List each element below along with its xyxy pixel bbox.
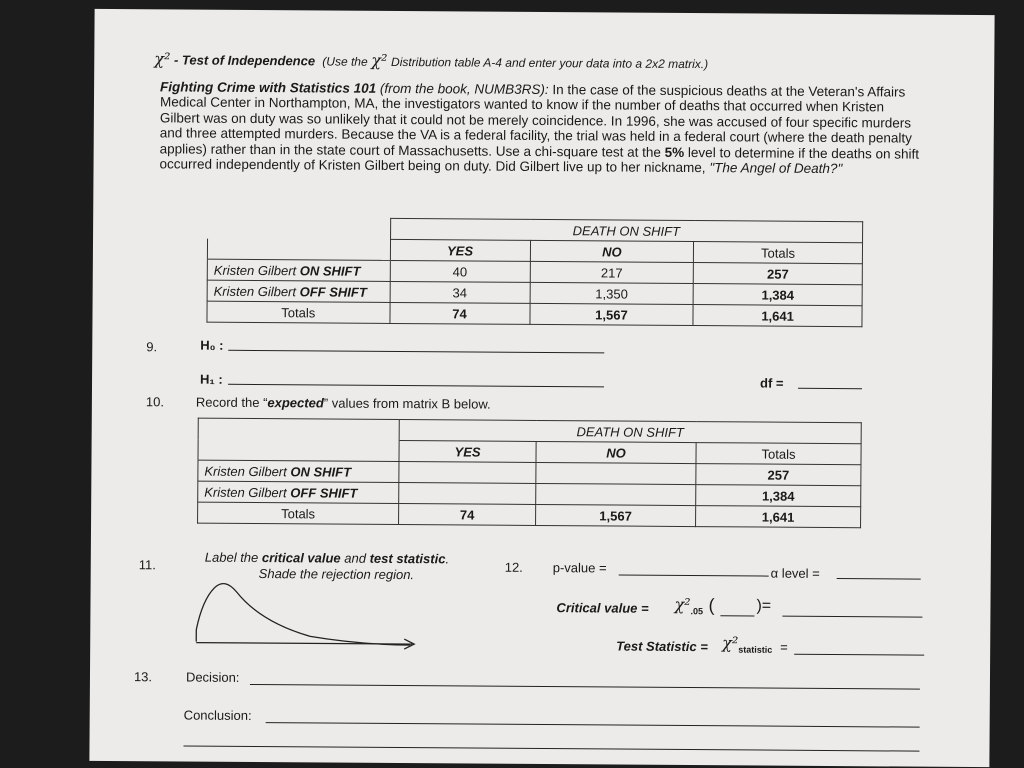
cell: 257 — [693, 263, 862, 285]
row-label: Kristen Gilbert — [204, 463, 291, 479]
open-paren: ( — [708, 595, 715, 616]
problem-statement — [160, 79, 921, 177]
curve-path — [196, 583, 410, 645]
expected-table — [197, 418, 862, 529]
chi-symbol: χ² — [674, 594, 691, 615]
pvalue-label: p-value = — [552, 560, 607, 576]
alpha-label: α level = — [770, 565, 820, 581]
pvalue-answer-line[interactable] — [619, 575, 769, 577]
nickname: "The Angel of Death?" — [709, 160, 843, 177]
q10-text-bold: expected — [267, 395, 324, 411]
row-label-bold: OFF SHIFT — [290, 484, 358, 501]
q13-number: 13. — [133, 669, 153, 685]
problem-body: In the case of the suspicious deaths at the Veteran's Affairs Medical Center in Northampton, MA, the investigators wanted to know if the number of deaths that occurred when Kristen Gilbert was on duty was so unlikely that it could not be merely coincidence. In 1996, she was accused of four specific murders and three attempted murders. Because the VA is a federal facility, the trial was held in a federal court (where the death penalty applies) rather than in the state court of Massachusetts. Use a chi-square test at the — [159, 82, 912, 160]
col-yes: YES — [399, 441, 536, 463]
test-chi-symbol — [722, 633, 772, 655]
decision-answer-line[interactable] — [250, 684, 920, 690]
chi-symbol: χ² — [722, 633, 739, 653]
chi-square-curve-sketch[interactable] — [190, 570, 421, 652]
cell: 257 — [696, 464, 861, 486]
col-yes: YES — [390, 239, 530, 261]
decision-label: Decision: — [185, 669, 240, 685]
q10-number: 10. — [145, 394, 165, 410]
critical-chi-symbol — [674, 595, 703, 616]
row-label-bold: ON SHIFT — [290, 463, 352, 480]
test-equals: = — [780, 639, 788, 655]
h1-label: H₁ : — [200, 371, 223, 387]
title-note-prefix: (Use the — [322, 54, 368, 69]
conclusion-answer-line[interactable] — [266, 722, 920, 728]
problem-body-2: level to determine if the deaths on shift occurred independently of Kristen Gilbert being on duty. Did Gilbert live up to her nickname, — [159, 144, 920, 176]
expected-cell[interactable] — [399, 483, 536, 505]
cell: 1,384 — [693, 284, 862, 306]
chi-square-symbol-2: χ² — [371, 50, 388, 70]
df-label: df = — [759, 375, 784, 391]
col-no: NO — [536, 441, 696, 463]
table-row — [207, 301, 862, 327]
title-note-suffix: Distribution table A-4 and enter your data into a 2x2 matrix.) — [391, 54, 709, 72]
test-statistic-answer-line[interactable] — [794, 654, 924, 656]
worksheet-title — [154, 49, 708, 72]
critical-value-label: Critical value = — [556, 600, 649, 616]
h0-label: H₀ : — [200, 337, 224, 353]
group-header: DEATH ON SHIFT — [399, 420, 861, 444]
cell: 1,350 — [530, 282, 694, 304]
col-totals: Totals — [694, 242, 863, 264]
row-label: Totals — [198, 502, 399, 524]
q10-text — [196, 395, 491, 412]
cell: 1,567 — [536, 504, 696, 526]
row-label: Kristen Gilbert — [213, 283, 300, 299]
q11-text-mid: and — [340, 550, 370, 566]
observed-table — [206, 217, 863, 328]
alpha-answer-line[interactable] — [837, 578, 921, 580]
chi-square-symbol: χ² — [154, 49, 171, 69]
cell: 1,567 — [530, 303, 694, 325]
row-label: Kristen Gilbert — [213, 262, 300, 278]
cell: 34 — [390, 281, 530, 303]
col-totals: Totals — [696, 443, 861, 465]
q11-number: 11. — [138, 557, 156, 573]
q11-text-b1: critical value — [261, 550, 341, 566]
df-answer-line[interactable] — [798, 388, 862, 389]
problem-lead: Fighting Crime with Statistics 101 — [160, 79, 377, 96]
conclusion-label: Conclusion: — [183, 707, 252, 723]
critical-answer-line[interactable] — [782, 616, 922, 618]
worksheet-page — [89, 9, 994, 767]
problem-source: (from the book, NUMB3RS): — [379, 80, 549, 98]
q10-text-pre: Record the “ — [195, 394, 268, 411]
close-paren-equals: )= — [756, 597, 772, 615]
significance-level: 5% — [664, 144, 685, 160]
group-header: DEATH ON SHIFT — [390, 218, 863, 242]
q11-instruction-1 — [205, 550, 449, 567]
q11-instruction-2: Shade the rejection region. — [258, 566, 415, 583]
table-row — [198, 502, 861, 528]
q12-number: 12. — [504, 559, 523, 575]
h0-answer-line[interactable] — [228, 350, 604, 354]
expected-cell[interactable] — [536, 483, 696, 505]
expected-cell[interactable] — [399, 462, 536, 484]
row-label-bold: OFF SHIFT — [299, 283, 367, 300]
cell: 74 — [389, 302, 529, 324]
test-subscript: statistic — [738, 644, 773, 655]
cell: 1,641 — [696, 506, 861, 528]
cell: 74 — [399, 504, 536, 526]
cell: 1,384 — [696, 485, 861, 507]
q11-text: Label the — [204, 549, 262, 566]
q10-text-post: ” values from matrix B below. — [323, 395, 491, 412]
q9-number: 9. — [146, 339, 158, 355]
row-label: Kristen Gilbert — [204, 484, 291, 500]
conclusion-answer-line-2[interactable] — [183, 746, 919, 752]
x-axis-line — [196, 643, 412, 645]
critical-df-line[interactable] — [720, 615, 754, 616]
cell: 1,641 — [693, 305, 862, 327]
col-no: NO — [530, 240, 694, 262]
expected-cell[interactable] — [536, 462, 696, 484]
cell: 40 — [390, 260, 530, 282]
q11-text-end: . — [445, 551, 450, 567]
h1-answer-line[interactable] — [228, 384, 604, 388]
critical-subscript: .05 — [690, 606, 704, 617]
q11-text-b2: test statistic — [369, 550, 446, 567]
cell: 217 — [530, 261, 694, 283]
title-text: - Test of Independence — [173, 52, 316, 69]
row-label: Totals — [207, 301, 390, 323]
test-statistic-label: Test Statistic = — [616, 638, 708, 655]
row-label-bold: ON SHIFT — [299, 262, 361, 279]
